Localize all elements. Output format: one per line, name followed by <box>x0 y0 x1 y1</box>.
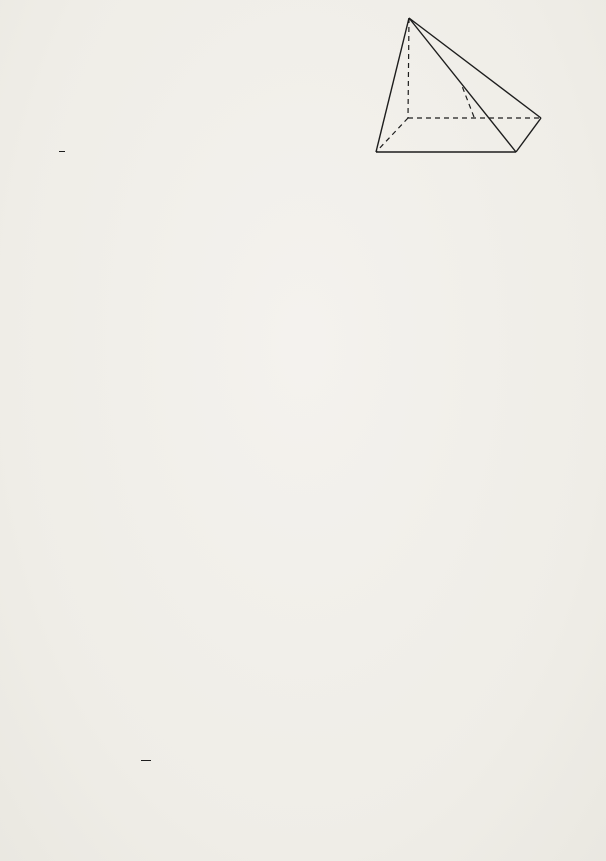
solid-edges <box>376 18 541 152</box>
edge-SD <box>409 18 541 118</box>
residual-chart <box>60 453 532 533</box>
fraction-denominator <box>59 151 65 152</box>
edge-EF <box>462 86 474 117</box>
one-half-fraction <box>59 151 65 152</box>
edge-SC <box>409 18 516 152</box>
least-squares-formula <box>138 722 154 798</box>
edge-SA <box>408 18 409 118</box>
formula-fraction <box>141 760 151 761</box>
edge-SB <box>376 18 409 152</box>
problem20-item2 <box>56 580 64 620</box>
formula-denominator <box>141 760 151 761</box>
pyramid-figure <box>356 4 604 176</box>
hidden-edges <box>376 18 541 152</box>
scatter-chart <box>60 283 532 405</box>
edge-CD <box>516 118 541 152</box>
problem19-item2 <box>56 134 68 168</box>
